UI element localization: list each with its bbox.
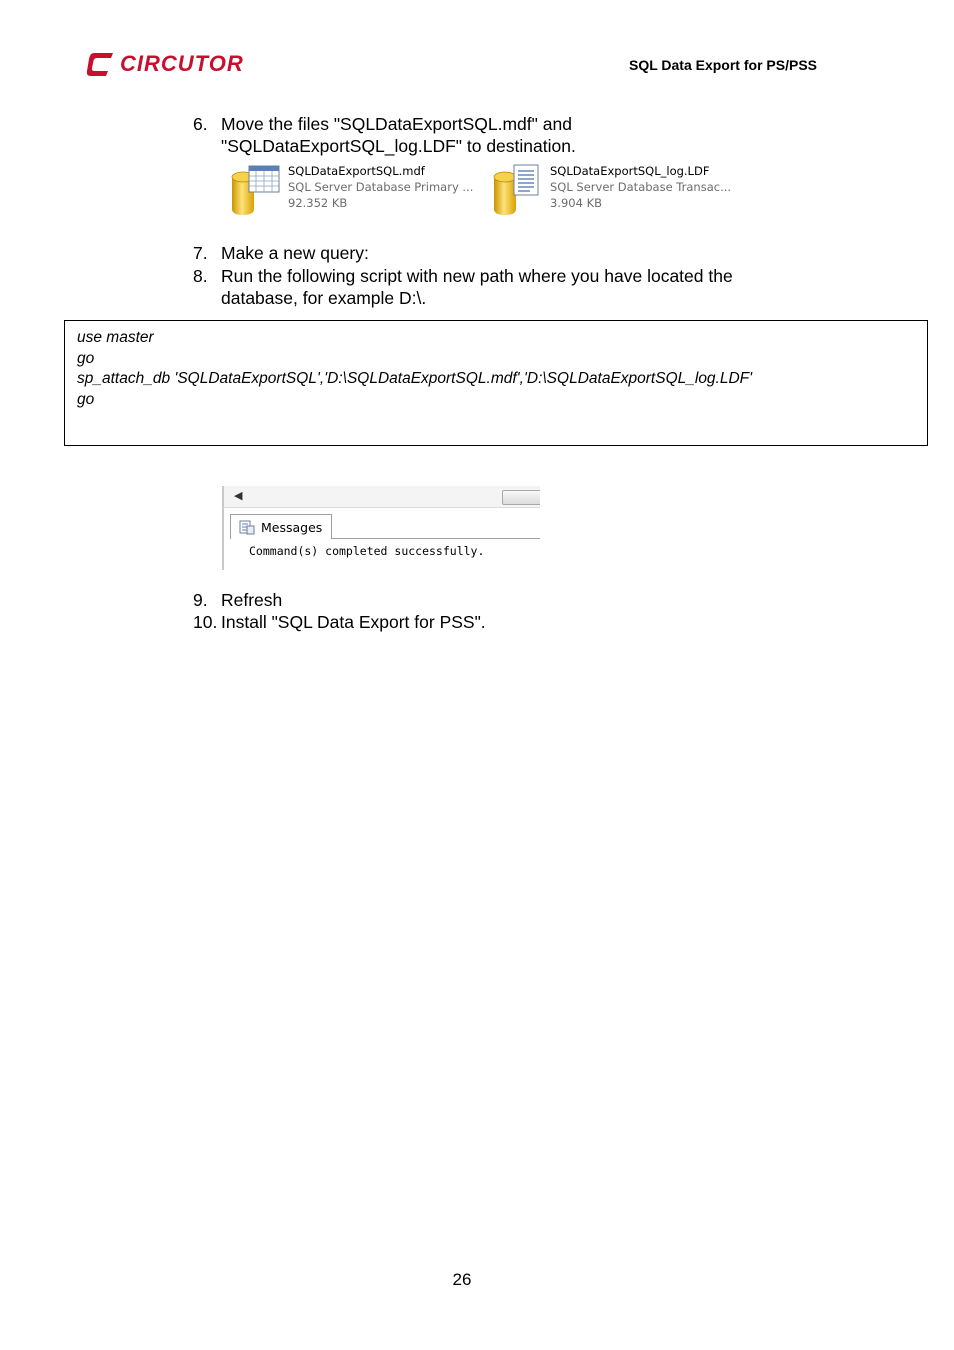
step-number: 10. bbox=[193, 612, 218, 632]
query-result-panel bbox=[222, 486, 540, 570]
file-size: 3.904 KB bbox=[550, 196, 603, 210]
database-primary-icon bbox=[230, 163, 282, 217]
step-8 bbox=[193, 265, 801, 309]
messages-icon bbox=[239, 519, 255, 535]
step-9 bbox=[193, 589, 282, 611]
step-number: 6. bbox=[193, 114, 208, 134]
file-meta bbox=[550, 163, 731, 219]
step-text: Move the files "SQLDataExportSQL.mdf" and "SQLDataExportSQL_log.LDF" to destination. bbox=[221, 114, 576, 156]
step-text: Install "SQL Data Export for PSS". bbox=[221, 612, 486, 632]
file-item-ldf bbox=[492, 163, 731, 219]
step-text: Run the following script with new path where you have located the database, for example D:\. bbox=[221, 266, 733, 308]
scroll-left-arrow-icon[interactable]: ◀ bbox=[234, 490, 243, 502]
result-message: Command(s) completed successfully. bbox=[249, 544, 485, 558]
document-title: SQL Data Export for PS/PSS bbox=[628, 57, 817, 73]
messages-panel bbox=[222, 508, 540, 570]
page-number: 26 bbox=[452, 1270, 472, 1289]
script-line: go bbox=[77, 390, 95, 408]
file-meta bbox=[288, 163, 473, 219]
tab-messages[interactable] bbox=[230, 514, 332, 539]
script-line: use master bbox=[77, 329, 154, 346]
file-type: SQL Server Database Transac... bbox=[550, 180, 732, 194]
file-item-mdf bbox=[230, 163, 473, 219]
database-log-icon bbox=[492, 163, 544, 217]
step-7 bbox=[193, 242, 369, 264]
step-number: 7. bbox=[193, 243, 208, 263]
step-number: 9. bbox=[193, 590, 208, 610]
step-text: Refresh bbox=[221, 590, 283, 610]
step-number: 8. bbox=[193, 266, 208, 286]
file-list bbox=[230, 163, 750, 219]
horizontal-scrollbar[interactable] bbox=[222, 486, 540, 508]
tab-divider bbox=[332, 538, 540, 539]
circutor-logo bbox=[86, 49, 244, 79]
script-line: sp_attach_db 'SQLDataExportSQL','D:\SQLDataExportSQL.mdf','D:\SQLDataExportSQL_log.LDF' bbox=[77, 370, 753, 387]
scrollbar-thumb[interactable] bbox=[502, 490, 540, 505]
circutor-logo-mark-icon bbox=[86, 50, 116, 78]
script-line: go bbox=[77, 349, 95, 367]
file-name: SQLDataExportSQL_log.LDF bbox=[550, 164, 710, 178]
sql-script-box bbox=[64, 320, 928, 446]
step-6 bbox=[193, 113, 631, 157]
file-name: SQLDataExportSQL.mdf bbox=[288, 164, 425, 178]
step-text: Make a new query: bbox=[221, 243, 369, 263]
file-size: 92.352 KB bbox=[288, 196, 348, 210]
tab-label: Messages bbox=[261, 519, 323, 535]
file-type: SQL Server Database Primary ... bbox=[288, 180, 474, 194]
step-10 bbox=[193, 611, 486, 633]
logo-text: CIRCUTOR bbox=[120, 51, 244, 76]
